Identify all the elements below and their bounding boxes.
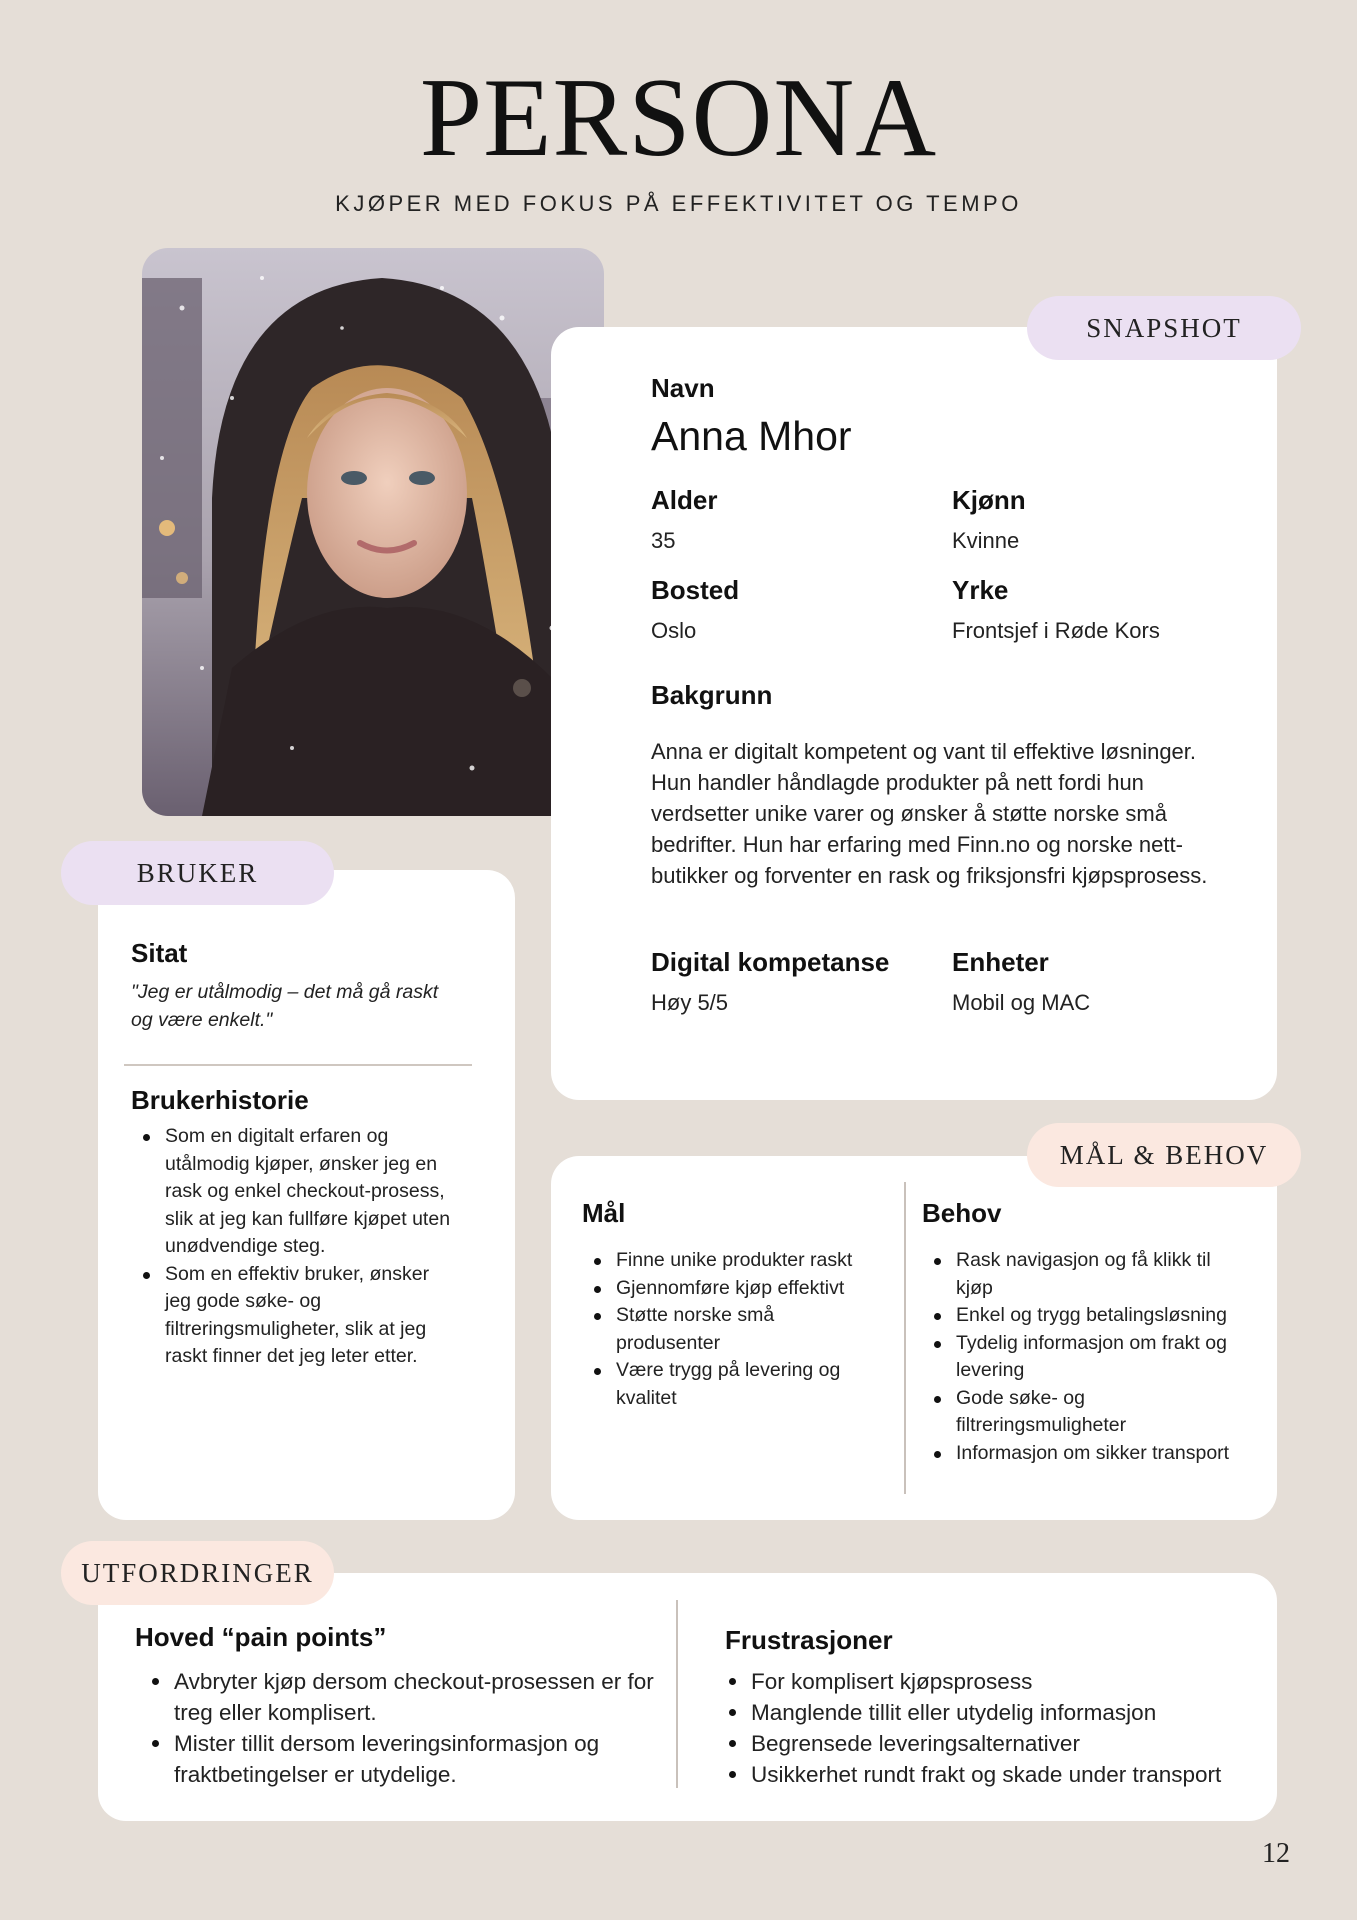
list-item-line: Som en digitalt erfaren og (165, 1125, 389, 1147)
name-value: Anna Mhor (651, 413, 852, 459)
stories-label: Brukerhistorie (131, 1085, 309, 1115)
devices-label: Enheter (952, 947, 1049, 977)
list-item (922, 1247, 1262, 1302)
user-pill: BRUKER (61, 841, 334, 905)
list-item-line: Gjennomføre kjøp effektivt (616, 1276, 845, 1299)
challenges-divider (676, 1600, 678, 1788)
goals-label: Mål (582, 1198, 626, 1228)
digital-label: Digital kompetanse (651, 947, 890, 977)
background-line: bedrifter. Hun har erfaring med Finn.no og norske nett- (651, 832, 1183, 857)
list-item (582, 1247, 892, 1275)
list-item-line: Informasjon om sikker transport (956, 1441, 1230, 1464)
list-item (582, 1357, 892, 1412)
list-item-line: unødvendige steg. (165, 1235, 326, 1257)
background-line: verdsetter unike varer og ønsker å støtte norske små (651, 801, 1167, 826)
list-item-line: Være trygg på levering og (616, 1359, 841, 1381)
list-item-line: utålmodig kjøper, ønsker jeg en (165, 1152, 438, 1175)
residence-label: Bosted (651, 575, 740, 605)
list-item (717, 1759, 1262, 1790)
list-item (922, 1302, 1262, 1330)
list-item-line: filtreringsmuligheter (956, 1414, 1127, 1436)
goals-needs-divider (904, 1182, 906, 1494)
occupation-label: Yrke (952, 575, 1009, 605)
challenges-pill: UTFORDRINGER (61, 1541, 334, 1605)
gender-value: Kvinne (952, 528, 1020, 553)
background-line: butikker og forventer en rask og friksjonsfri kjøpsprosess. (651, 863, 1208, 888)
frustrations-label: Frustrasjoner (725, 1625, 893, 1655)
list-item (922, 1385, 1262, 1440)
list-item-line: fraktbetingelser er utydelige. (174, 1762, 457, 1787)
background-label: Bakgrunn (651, 680, 773, 710)
list-item-line: Enkel og trygg betalingsløsning (956, 1304, 1227, 1326)
quote-text (131, 978, 491, 1034)
age-value: 35 (651, 528, 676, 553)
list-item (582, 1275, 892, 1303)
portrait-photo (142, 248, 604, 816)
list-item-line: rask og enkel checkout-prosess, (165, 1180, 445, 1202)
list-item-line: kjøp (956, 1276, 993, 1299)
list-item-line: Avbryter kjøp dersom checkout-prosessen er for (174, 1669, 654, 1694)
pain-points-list (140, 1666, 670, 1790)
list-item-line: Støtte norske små (616, 1304, 775, 1326)
list-item-line: raskt finner det jeg leter etter. (165, 1345, 418, 1367)
occupation-value: Frontsjef i Røde Kors (952, 618, 1160, 643)
quote-line: og være enkelt." (131, 1009, 273, 1031)
list-item-line: Usikkerhet rundt frakt og skade under transport (751, 1762, 1222, 1787)
portrait-illustration (142, 248, 604, 816)
frustrations-list (717, 1666, 1262, 1790)
list-item-line: Tydelig informasjon om frakt og (956, 1331, 1227, 1354)
quote-label: Sitat (131, 938, 188, 968)
list-item (582, 1302, 892, 1357)
page-subtitle: KJØPER MED FOKUS PÅ EFFEKTIVITET OG TEMPO (335, 191, 1022, 216)
list-item-line: Mister tillit dersom leveringsinformasjon og (174, 1731, 600, 1756)
needs-label: Behov (922, 1198, 1002, 1228)
page-title: PERSONA (419, 56, 938, 180)
age-label: Alder (651, 485, 718, 515)
needs-list (922, 1247, 1262, 1467)
list-item-line: Rask navigasjon og få klikk til (956, 1249, 1211, 1271)
devices-value: Mobil og MAC (952, 990, 1091, 1015)
list-item-line: Som en effektiv bruker, ønsker (165, 1262, 430, 1285)
list-item-line: levering (956, 1359, 1025, 1381)
list-item (922, 1440, 1262, 1468)
gender-label: Kjønn (952, 485, 1026, 515)
pain-points-label: Hoved “pain points” (135, 1622, 387, 1652)
list-item-line: produsenter (616, 1331, 721, 1354)
list-item-line: treg eller komplisert. (174, 1700, 377, 1725)
list-item (131, 1261, 503, 1371)
goals-needs-pill: MÅL & BEHOV (1027, 1123, 1301, 1187)
digital-value: Høy 5/5 (651, 990, 729, 1015)
background-line: Anna er digitalt kompetent og vant til effektive løsninger. (651, 739, 1197, 764)
list-item (140, 1666, 670, 1728)
list-item-line: Begrensede leveringsalternativer (751, 1731, 1080, 1756)
list-item (717, 1728, 1262, 1759)
quote-line: "Jeg er utålmodig – det må gå raskt (131, 981, 439, 1003)
stories-list (131, 1123, 503, 1371)
list-item (717, 1666, 1262, 1697)
snapshot-pill: SNAPSHOT (1027, 296, 1301, 360)
name-label: Navn (651, 373, 715, 403)
list-item-line: Finne unike produkter raskt (616, 1249, 853, 1271)
list-item (140, 1728, 670, 1790)
list-item (922, 1330, 1262, 1385)
list-item (131, 1123, 503, 1261)
page-number: 12 (1262, 1838, 1290, 1869)
residence-value: Oslo (651, 618, 697, 643)
goals-list (582, 1247, 892, 1412)
list-item (717, 1697, 1262, 1728)
list-item-line: kvalitet (616, 1386, 677, 1409)
list-item-line: For komplisert kjøpsprosess (751, 1669, 1033, 1694)
user-divider (124, 1064, 472, 1066)
list-item-line: Manglende tillit eller utydelig informasjon (751, 1700, 1157, 1725)
background-line: Hun handler håndlagde produkter på nett fordi hun (651, 770, 1144, 795)
background-text (651, 736, 1251, 891)
list-item-line: jeg gode søke- og (165, 1290, 322, 1312)
list-item-line: slik at jeg kan fullføre kjøpet uten (165, 1207, 451, 1230)
list-item-line: filtreringsmuligheter, slik at jeg (165, 1317, 427, 1340)
list-item-line: Gode søke- og (956, 1386, 1085, 1409)
